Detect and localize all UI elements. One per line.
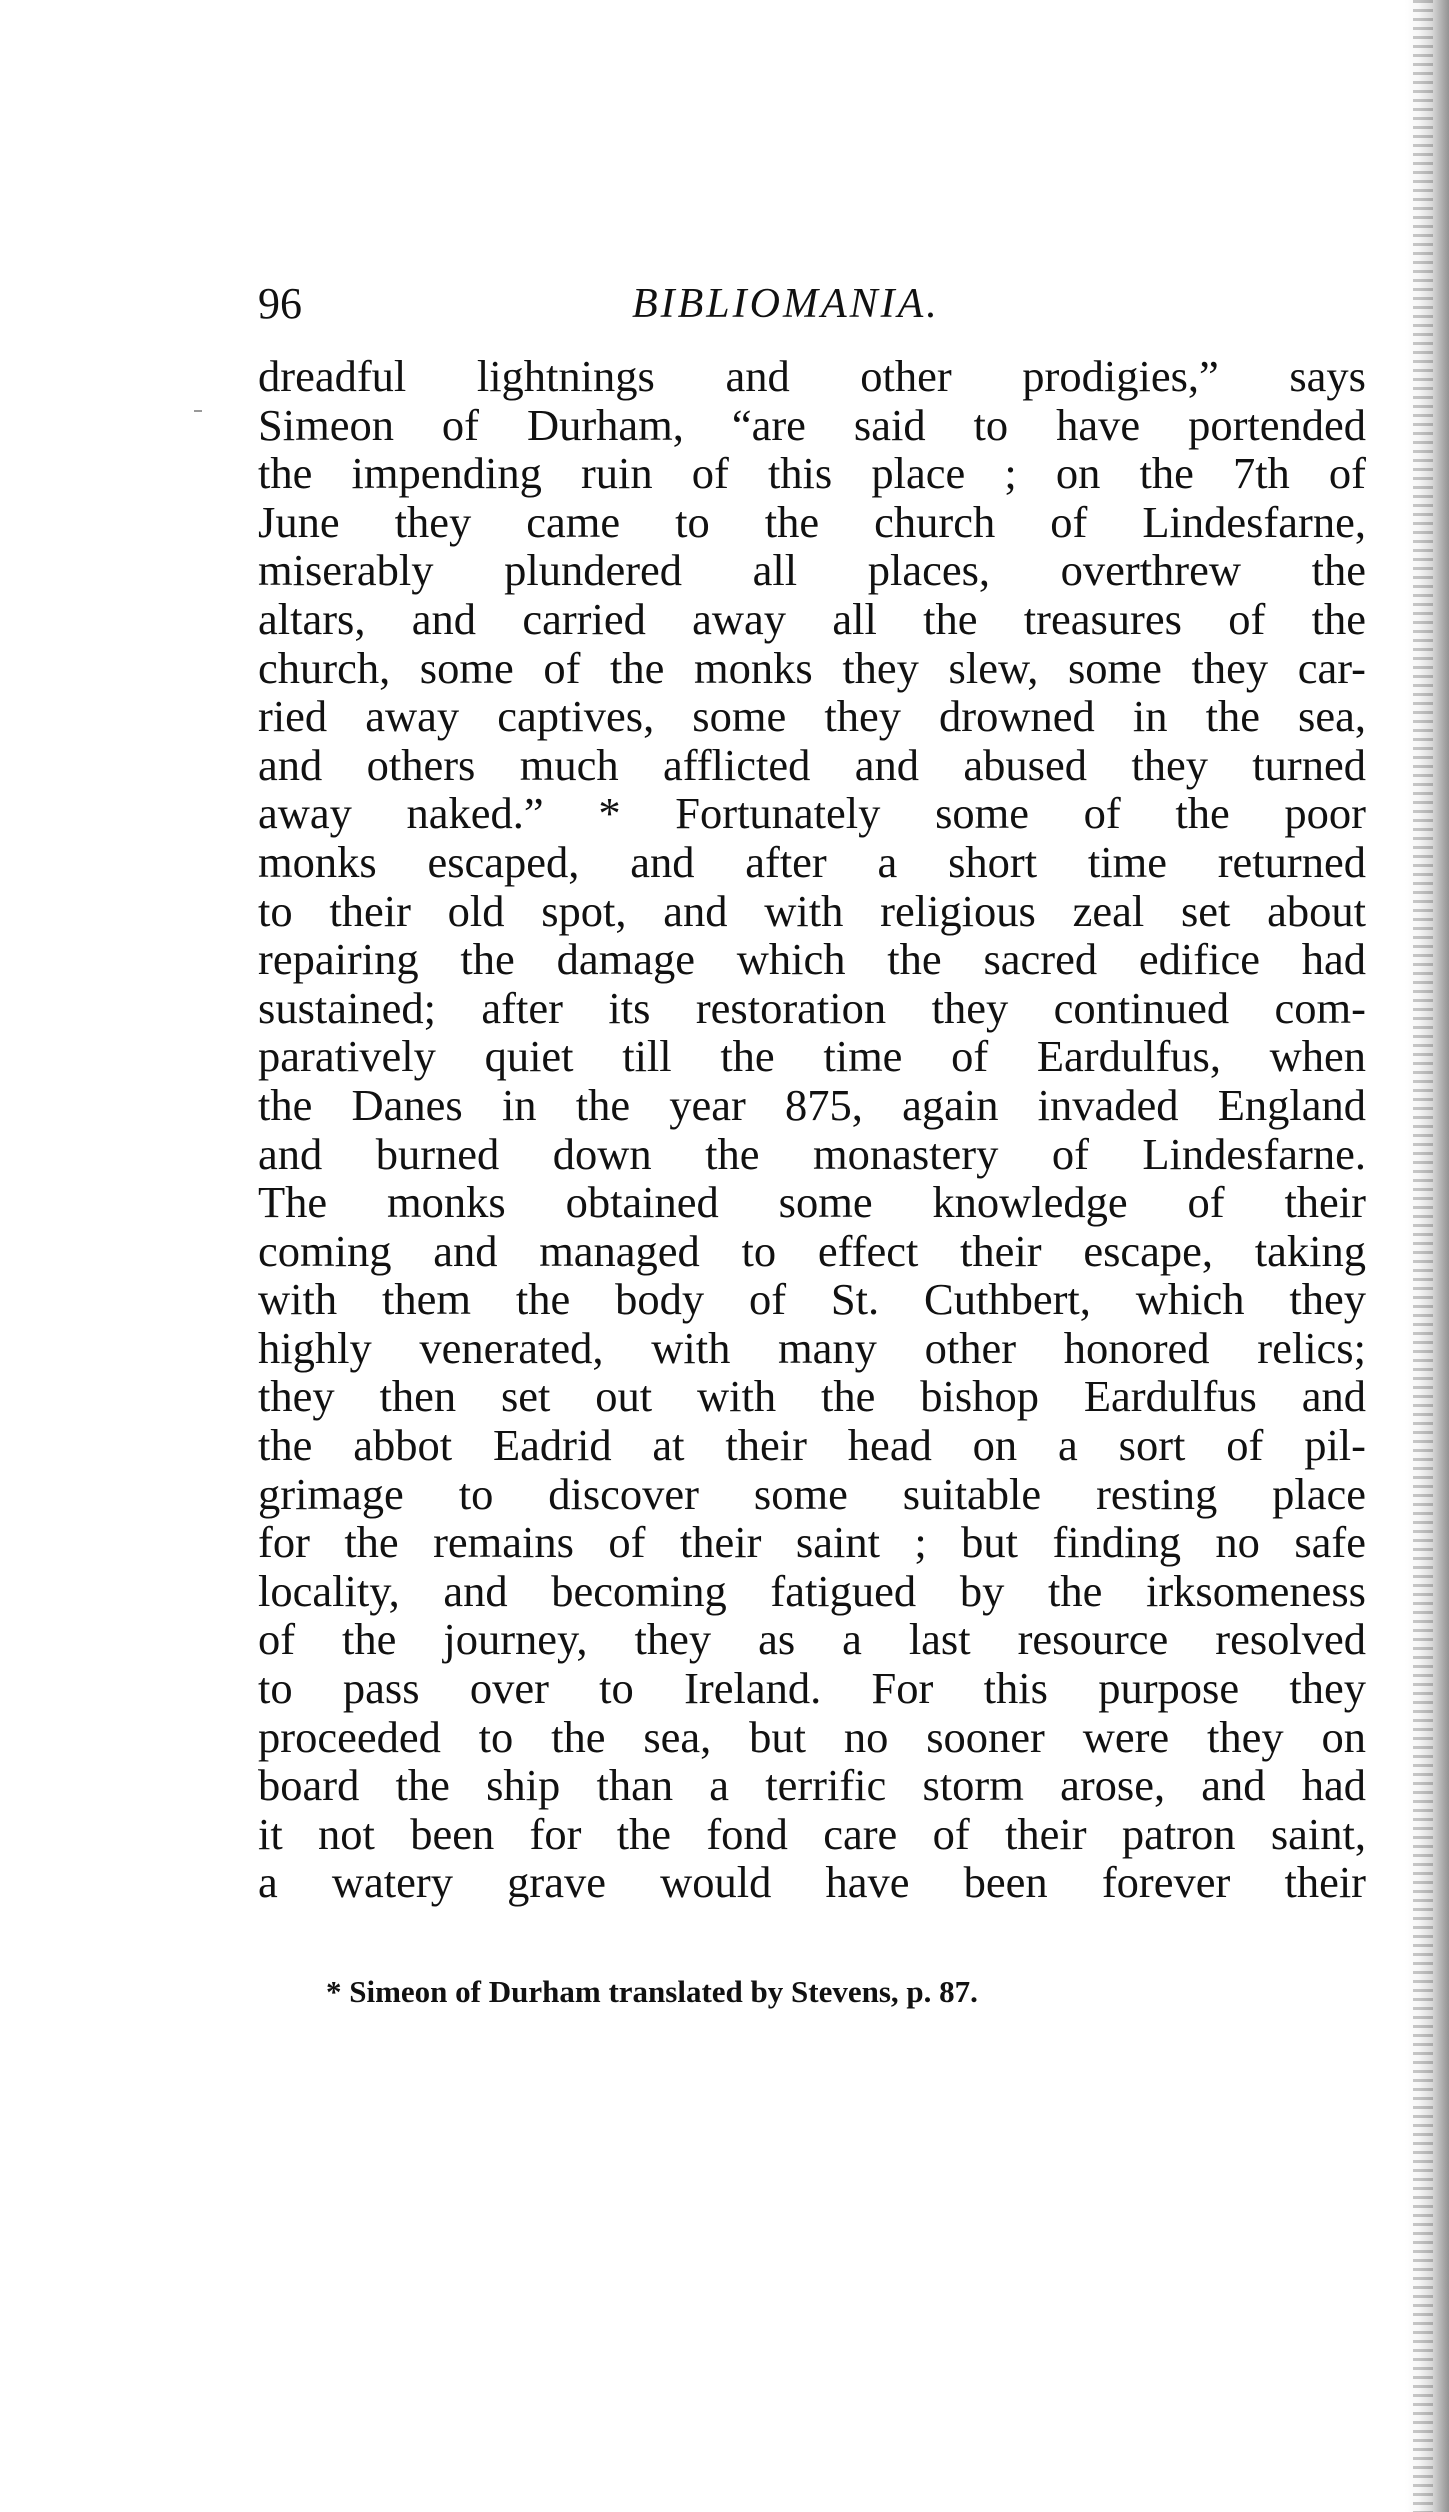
- running-head: [258, 272, 1370, 336]
- text-line: monks escaped, and after a short time returned: [258, 836, 1366, 887]
- text-line: grimage to discover some suitable resting place: [258, 1468, 1366, 1519]
- text-line: locality, and becoming fatigued by the irksomeness: [258, 1565, 1366, 1616]
- text-line: and others much afflicted and abused they turned: [258, 739, 1366, 790]
- text-line: sustained; after its restoration they continued com-: [258, 982, 1366, 1033]
- text-line: board the ship than a terrific storm arose, and had: [258, 1760, 1366, 1811]
- text-line: with them the body of St. Cuthbert, which they: [258, 1274, 1366, 1325]
- text-line: coming and managed to effect their escape, taking: [258, 1225, 1366, 1276]
- running-title: BIBLIOMANIA.: [632, 281, 940, 327]
- text-line: paratively quiet till the time of Eardulfus, when: [258, 1031, 1366, 1082]
- text-line: ried away captives, some they drowned in the sea,: [258, 691, 1366, 742]
- text-line: to their old spot, and with religious zeal set about: [258, 885, 1366, 936]
- text-line: church, some of the monks they slew, some they car-: [258, 642, 1366, 693]
- text-line: June they came to the church of Lindesfarne,: [258, 496, 1366, 547]
- text-line: it not been for the fond care of their patron saint,: [258, 1808, 1366, 1859]
- page-number: 96: [258, 279, 302, 328]
- footnote: * Simeon of Durham translated by Stevens, p. 87.: [326, 1974, 978, 2009]
- text-line: highly venerated, with many other honored relics;: [258, 1322, 1366, 1373]
- text-line: The monks obtained some knowledge of their: [258, 1177, 1366, 1228]
- text-line: the impending ruin of this place ; on the 7th of: [258, 448, 1366, 499]
- text-line: proceeded to the sea, but no sooner were they on: [258, 1711, 1366, 1762]
- margin-mark: [194, 410, 202, 412]
- text-line: for the remains of their saint ; but finding no safe: [258, 1517, 1366, 1568]
- text-line: the abbot Eadrid at their head on a sort of pil-: [258, 1420, 1366, 1471]
- page-edge-speckle: [1413, 0, 1433, 2512]
- text-line: altars, and carried away all the treasures of the: [258, 593, 1366, 644]
- text-line: of the journey, they as a last resource resolved: [258, 1614, 1366, 1665]
- text-line: repairing the damage which the sacred edifice had: [258, 934, 1366, 985]
- text-line: the Danes in the year 875, again invaded England: [258, 1079, 1366, 1130]
- text-line: they then set out with the bishop Eardulfus and: [258, 1371, 1366, 1422]
- text-line: Simeon of Durham, “are said to have portended: [258, 399, 1366, 450]
- text-line: and burned down the monastery of Lindesfarne.: [258, 1128, 1366, 1179]
- body-text: [258, 352, 1366, 1907]
- text-line: to pass over to Ireland. For this purpose they: [258, 1663, 1366, 1714]
- text-line: dreadful lightnings and other prodigies,” says: [258, 351, 1366, 401]
- text-line: a watery grave would have been forever their: [258, 1857, 1366, 1908]
- text-line: miserably plundered all places, overthrew the: [258, 545, 1366, 596]
- text-line: away naked.” * Fortunately some of the poor: [258, 788, 1366, 839]
